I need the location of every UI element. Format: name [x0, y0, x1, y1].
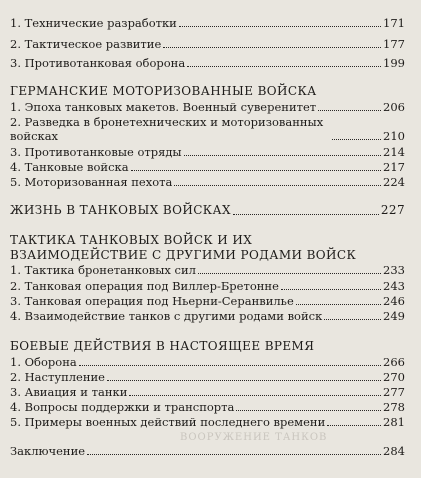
dot-leader — [187, 66, 381, 67]
entry-label: 2. Танковая операция под Виллер-Бретонне — [10, 279, 279, 293]
section-heading: ГЕРМАНСКИЕ МОТОРИЗОВАННЫЕ ВОЙСКА — [10, 84, 317, 98]
page-number: 206 — [383, 100, 405, 114]
entry-label: 4. Взаимодействие танков с другими родами войск — [10, 309, 323, 323]
dot-leader — [198, 273, 381, 274]
dot-leader — [87, 454, 381, 455]
dot-leader — [332, 139, 381, 140]
entry-label: Заключение — [10, 444, 86, 458]
page-number: 246 — [383, 294, 405, 308]
entry-label: 5. Примеры военных действий последнего времени — [10, 415, 326, 429]
page-number: 177 — [383, 37, 405, 51]
toc-entry — [10, 263, 405, 277]
entry-label: 1. Оборона — [10, 355, 77, 369]
page-number: 224 — [383, 175, 405, 189]
section-heading: ЖИЗНЬ В ТАНКОВЫХ ВОЙСКАХ — [10, 203, 231, 217]
entry-label: 2. Наступление — [10, 370, 105, 384]
page-number: 214 — [383, 145, 405, 159]
dot-leader — [318, 110, 381, 111]
page-number: 277 — [383, 385, 405, 399]
entry-label: 1. Технические разработки — [10, 16, 177, 30]
toc-entry — [10, 355, 405, 369]
page-number: 249 — [383, 309, 405, 323]
page-number: 284 — [383, 444, 405, 458]
section-heading: БОЕВЫЕ ДЕЙСТВИЯ В НАСТОЯЩЕЕ ВРЕМЯ — [10, 339, 315, 353]
entry-label: 5. Моторизованная пехота — [10, 175, 173, 189]
entry-label: 1. Эпоха танковых макетов. Военный суверенитет — [10, 100, 317, 114]
dot-leader — [281, 289, 381, 290]
entry-label: 2. Разведка в бронетехнических и моторизованных войсках — [10, 115, 324, 143]
page-number: 266 — [383, 355, 405, 369]
dot-leader — [179, 26, 381, 27]
dot-leader — [233, 214, 379, 215]
dot-leader — [131, 170, 381, 171]
entry-label: 4. Танковые войска — [10, 160, 129, 174]
dot-leader — [296, 304, 381, 305]
dot-leader — [174, 185, 381, 186]
dot-leader — [163, 47, 381, 48]
toc-entry — [10, 16, 405, 30]
page-number: 199 — [383, 56, 405, 70]
entry-label: 1. Тактика бронетанковых сил — [10, 263, 196, 277]
entry-label: 4. Вопросы поддержки и транспорта — [10, 400, 235, 414]
section-heading-row — [10, 203, 405, 218]
dot-leader — [327, 425, 381, 426]
page-number: 233 — [383, 263, 405, 277]
page-number: 210 — [383, 129, 405, 143]
toc-entry — [10, 160, 405, 174]
toc-entry — [10, 115, 405, 143]
toc-entry — [10, 56, 405, 70]
toc-entry — [10, 385, 405, 399]
entry-label: 3. Танковая операция под Ньерни-Серанвилье — [10, 294, 294, 308]
entry-label: 2. Тактическое развитие — [10, 37, 162, 51]
dot-leader — [107, 380, 381, 381]
dot-leader — [129, 395, 381, 396]
dot-leader — [236, 410, 381, 411]
toc-entry — [10, 444, 405, 458]
entry-label: 3. Противотанковая оборона — [10, 56, 186, 70]
toc-entry — [10, 175, 405, 189]
dot-leader — [184, 155, 381, 156]
section-heading: ТАКТИКА ТАНКОВЫХ ВОЙСК И ИХ — [10, 233, 253, 247]
toc-entry — [10, 370, 405, 384]
page-number: 171 — [383, 16, 405, 30]
toc-entry — [10, 145, 405, 159]
bleed-through-text: ВООРУЖЕНИЕ ТАНКОВ — [180, 432, 328, 443]
page-number: 278 — [383, 400, 405, 414]
entry-label: 3. Противотанковые отряды — [10, 145, 182, 159]
page-number: 243 — [383, 279, 405, 293]
page-number: 281 — [383, 415, 405, 429]
page-number: 227 — [380, 203, 405, 217]
entry-label: 3. Авиация и танки — [10, 385, 128, 399]
page-number: 217 — [383, 160, 405, 174]
toc-entry — [10, 100, 405, 114]
toc-entry — [10, 415, 405, 429]
toc-entry — [10, 400, 405, 414]
toc-entry — [10, 37, 405, 51]
dot-leader — [324, 319, 381, 320]
toc-entry — [10, 294, 405, 308]
dot-leader — [79, 365, 381, 366]
toc-entry — [10, 309, 405, 323]
section-heading: ВЗАИМОДЕЙСТВИЕ С ДРУГИМИ РОДАМИ ВОЙСК — [10, 248, 357, 262]
toc-entry — [10, 279, 405, 293]
page-number: 270 — [383, 370, 405, 384]
